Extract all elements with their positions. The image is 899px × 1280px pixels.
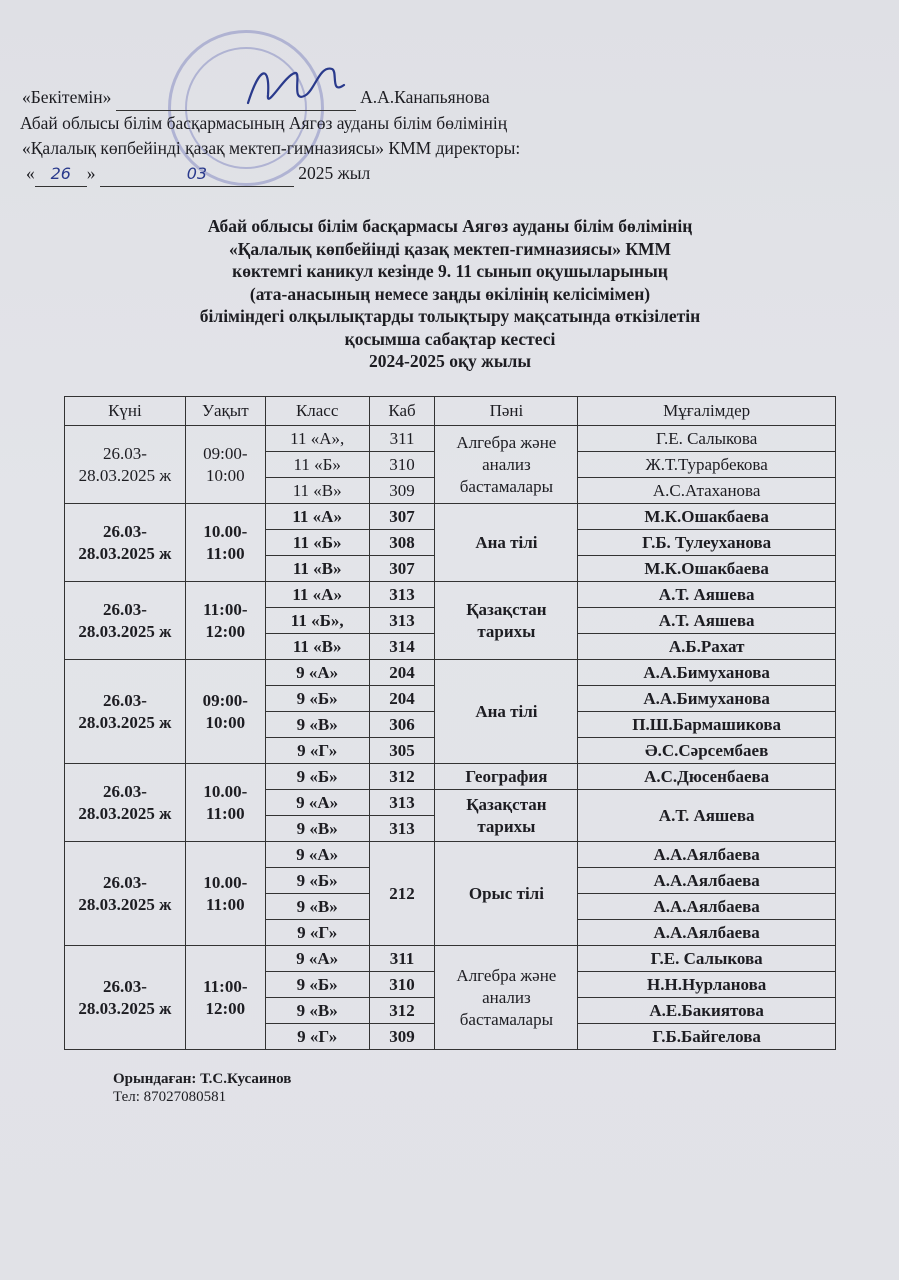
room-cell: 313	[369, 790, 435, 816]
time-cell: 10.00-11:00	[185, 504, 265, 582]
teacher-cell: А.Т. Аяшева	[578, 582, 836, 608]
room-cell: 310	[369, 972, 435, 998]
director-name: А.А.Канапьянова	[360, 87, 490, 107]
room-cell: 313	[369, 816, 435, 842]
table-header-row	[65, 397, 836, 426]
teacher-cell: Г.Е. Салыкова	[578, 426, 836, 452]
class-cell: 9 «Б»	[265, 972, 369, 998]
room-cell: 309	[369, 478, 435, 504]
date-year: 2025 жыл	[298, 163, 371, 183]
approval-line-2: Абай облысы білім басқармасының Аягөз ауданы білім бөлімінің	[20, 113, 508, 133]
class-cell: 11 «А»	[265, 582, 369, 608]
class-cell: 9 «Г»	[265, 1024, 369, 1050]
date-month: 03	[100, 161, 294, 187]
teacher-cell: Ж.Т.Турарбекова	[578, 452, 836, 478]
title-line-2: «Қалалық көпбейінді қазақ мектеп-гимназиясы» КММ	[228, 238, 672, 259]
class-cell: 9 «В»	[265, 894, 369, 920]
class-cell: 9 «А»	[265, 660, 369, 686]
room-cell: 314	[369, 634, 435, 660]
class-cell: 9 «В»	[265, 998, 369, 1024]
title-line-5: біліміндегі олқылықтарды толықтыру мақсатында өткізілетін	[199, 306, 701, 326]
phone-line: Тел: 87027080581	[113, 1089, 227, 1105]
subject-cell: География	[435, 764, 578, 790]
subject-cell: Алгебра және анализ бастамалары	[435, 946, 578, 1050]
approval-block	[22, 85, 520, 187]
room-cell: 212	[369, 842, 435, 946]
teacher-cell: А.Т. Аяшева	[578, 790, 836, 842]
room-cell: 311	[369, 946, 435, 972]
time-cell: 10.00-11:00	[185, 764, 265, 842]
time-cell: 11:00-12:00	[185, 582, 265, 660]
room-cell: 309	[369, 1024, 435, 1050]
footer-block	[113, 1070, 291, 1106]
subject-cell: Орыс тілі	[435, 842, 578, 946]
approval-label: «Бекітемін»	[22, 87, 112, 107]
table-row	[65, 504, 836, 530]
teacher-cell: Н.Н.Нурланова	[578, 972, 836, 998]
header-room: Каб	[369, 397, 435, 426]
class-cell: 11 «А»	[265, 504, 369, 530]
class-cell: 9 «Г»	[265, 920, 369, 946]
class-cell: 9 «В»	[265, 712, 369, 738]
teacher-cell: А.А.Аялбаева	[578, 868, 836, 894]
room-cell: 313	[369, 608, 435, 634]
teacher-cell: А.Б.Рахат	[578, 634, 836, 660]
room-cell: 305	[369, 738, 435, 764]
class-cell: 11 «Б»	[265, 530, 369, 556]
room-cell: 311	[369, 426, 435, 452]
teacher-cell: П.Ш.Бармашикова	[578, 712, 836, 738]
teacher-cell: А.А.Аялбаева	[578, 894, 836, 920]
date-close-quote: »	[86, 163, 96, 183]
header-teachers: Мұғалімдер	[578, 397, 836, 426]
date-cell: 26.03-28.03.2025 ж	[65, 660, 186, 764]
class-cell: 11 «Б»	[265, 452, 369, 478]
teacher-cell: А.А.Аялбаева	[578, 920, 836, 946]
class-cell: 9 «Г»	[265, 738, 369, 764]
room-cell: 307	[369, 556, 435, 582]
teacher-cell: М.К.Ошакбаева	[578, 504, 836, 530]
date-cell: 26.03-28.03.2025 ж	[65, 582, 186, 660]
teacher-cell: М.К.Ошакбаева	[578, 556, 836, 582]
room-cell: 204	[369, 660, 435, 686]
title-line-1: Абай облысы білім басқармасы Аягөз ауданы білім бөлімінің	[207, 216, 693, 236]
approval-line-3: «Қалалық көпбейінді қазақ мектеп-гимназиясы» КММ директоры:	[22, 138, 521, 158]
room-cell: 308	[369, 530, 435, 556]
table-row	[65, 842, 836, 868]
title-line-6: қосымша сабақтар кестесі	[344, 328, 556, 349]
class-cell: 9 «Б»	[265, 764, 369, 790]
teacher-cell: А.С.Дюсенбаева	[578, 764, 836, 790]
class-cell: 9 «А»	[265, 946, 369, 972]
header-class: Класс	[265, 397, 369, 426]
schedule-table	[64, 396, 836, 1050]
room-cell: 312	[369, 764, 435, 790]
subject-cell: Қазақстан тарихы	[435, 790, 578, 842]
date-cell: 26.03-28.03.2025 ж	[65, 842, 186, 946]
teacher-cell: А.А.Бимуханова	[578, 660, 836, 686]
date-cell: 26.03-28.03.2025 ж	[65, 426, 186, 504]
subject-cell: Ана тілі	[435, 504, 578, 582]
class-cell: 11 «Б»,	[265, 608, 369, 634]
time-cell: 11:00-12:00	[185, 946, 265, 1050]
teacher-cell: А.Е.Бакиятова	[578, 998, 836, 1024]
date-cell: 26.03-28.03.2025 ж	[65, 764, 186, 842]
table-row	[65, 946, 836, 972]
date-cell: 26.03-28.03.2025 ж	[65, 946, 186, 1050]
teacher-cell: А.А.Бимуханова	[578, 686, 836, 712]
time-cell: 10.00-11:00	[185, 842, 265, 946]
document-title	[60, 215, 840, 373]
teacher-cell: Г.Б. Тулеуханова	[578, 530, 836, 556]
class-cell: 9 «А»	[265, 842, 369, 868]
time-cell: 09:00-10:00	[185, 426, 265, 504]
room-cell: 204	[369, 686, 435, 712]
teacher-cell: Г.Б.Байгелова	[578, 1024, 836, 1050]
class-cell: 9 «А»	[265, 790, 369, 816]
teacher-cell: А.А.Аялбаева	[578, 842, 836, 868]
teacher-cell: А.Т. Аяшева	[578, 608, 836, 634]
table-row	[65, 582, 836, 608]
date-cell: 26.03-28.03.2025 ж	[65, 504, 186, 582]
approval-date-line	[26, 161, 520, 187]
table-row	[65, 660, 836, 686]
subject-cell: Алгебра және анализ бастамалары	[435, 426, 578, 504]
room-cell: 313	[369, 582, 435, 608]
class-cell: 11 «А»,	[265, 426, 369, 452]
approval-line-1	[22, 85, 520, 111]
room-cell: 312	[369, 998, 435, 1024]
table-row	[65, 426, 836, 452]
title-line-4: (ата-анасының немесе заңды өкілінің келісімімен)	[249, 283, 651, 304]
class-cell: 11 «В»	[265, 556, 369, 582]
title-line-3: көктемгі каникул кезінде 9. 11 сынып оқушыларының	[232, 261, 668, 281]
subject-cell: Қазақстан тарихы	[435, 582, 578, 660]
class-cell: 9 «В»	[265, 816, 369, 842]
time-cell: 09:00-10:00	[185, 660, 265, 764]
room-cell: 310	[369, 452, 435, 478]
class-cell: 9 «Б»	[265, 686, 369, 712]
table-row	[65, 764, 836, 790]
room-cell: 306	[369, 712, 435, 738]
class-cell: 11 «В»	[265, 634, 369, 660]
class-cell: 11 «В»	[265, 478, 369, 504]
performer-line: Орындаған: Т.С.Кусаинов	[113, 1071, 292, 1087]
class-cell: 9 «Б»	[265, 868, 369, 894]
date-open-quote: «	[26, 163, 35, 183]
header-time: Уақыт	[185, 397, 265, 426]
teacher-cell: Г.Е. Салыкова	[578, 946, 836, 972]
room-cell: 307	[369, 504, 435, 530]
title-line-7: 2024-2025 оқу жылы	[369, 351, 531, 371]
subject-cell: Ана тілі	[435, 660, 578, 764]
header-subject: Пәні	[435, 397, 578, 426]
teacher-cell: Ә.С.Сәрсембаев	[578, 738, 836, 764]
header-date: Күні	[65, 397, 186, 426]
date-day: 26	[35, 161, 87, 187]
signature-line	[116, 85, 356, 111]
teacher-cell: А.С.Атаханова	[578, 478, 836, 504]
